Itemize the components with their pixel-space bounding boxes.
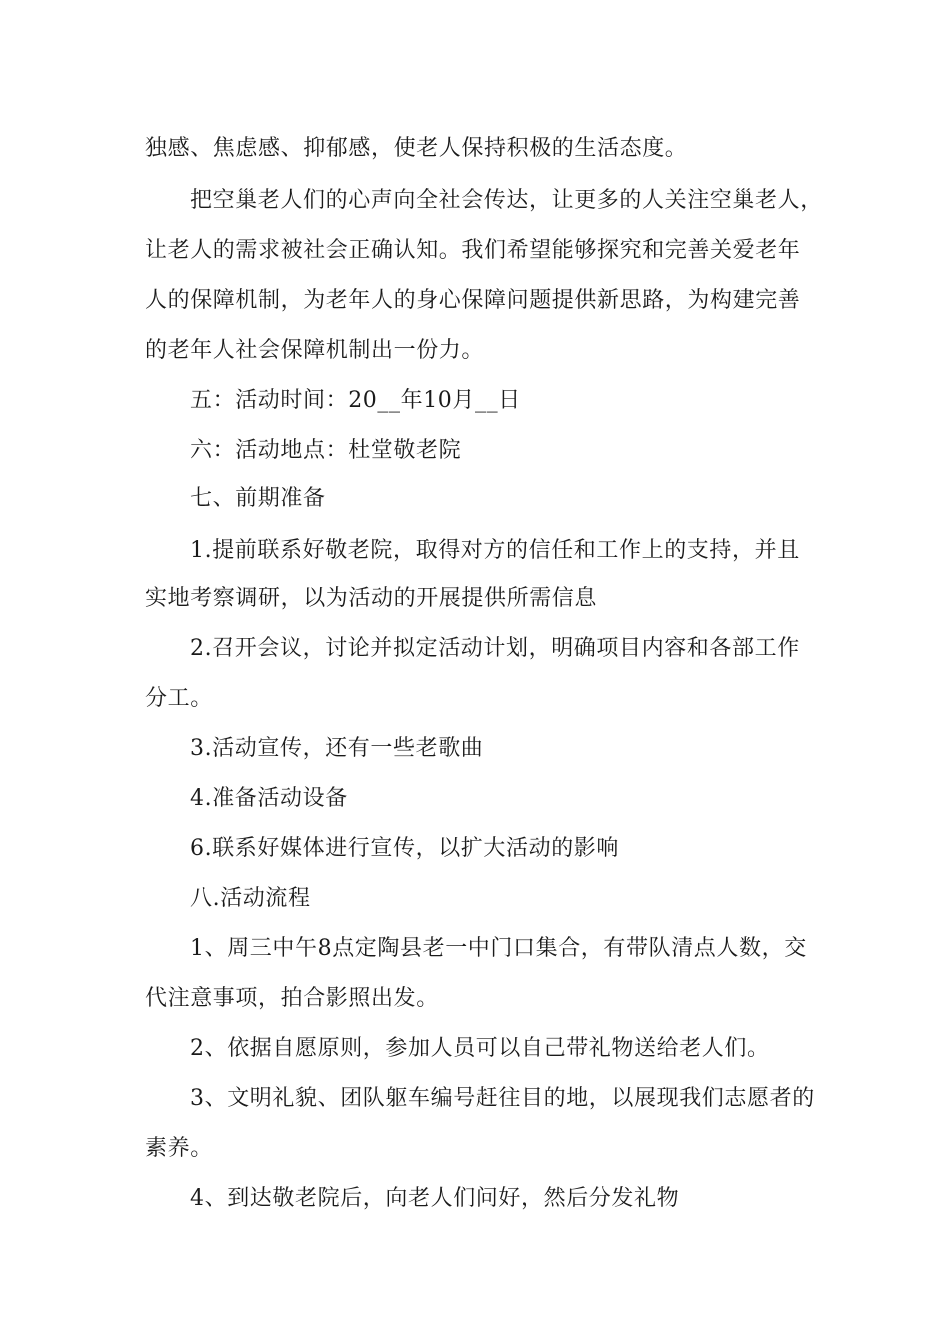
prep-item-4: 4.准备活动设备 xyxy=(190,786,348,811)
prep-item-2-line-2: 分工。 xyxy=(145,686,213,711)
text-line-1: 独感、焦虑感、抑郁感，使老人保持积极的生活态度。 xyxy=(145,136,688,161)
prep-item-1-line-2: 实地考察调研，以为活动的开展提供所需信息 xyxy=(145,586,598,611)
process-item-3-line-1: 3、文明礼貌、团队躯车编号赶往目的地，以展现我们志愿者的 xyxy=(190,1086,815,1111)
prep-item-2-line-1: 2.召开会议，讨论并拟定活动计划，明确项目内容和各部工作 xyxy=(190,636,800,661)
text-line-3: 让老人的需求被社会正确认知。我们希望能够探究和完善关爱老年 xyxy=(145,238,801,263)
text-line-2: 把空巢老人们的心声向全社会传达，让更多的人关注空巢老人， xyxy=(190,188,823,213)
activity-time: 五：活动时间：20__年10月__日 xyxy=(190,388,521,413)
activity-location: 六：活动地点：杜堂敬老院 xyxy=(190,438,462,463)
prep-item-3: 3.活动宣传，还有一些老歌曲 xyxy=(190,736,484,761)
text-line-5: 的老年人社会保障机制出一份力。 xyxy=(145,338,485,363)
process-item-4: 4、到达敬老院后，向老人们问好，然后分发礼物 xyxy=(190,1186,680,1211)
process-item-1-line-2: 代注意事项，拍合影照出发。 xyxy=(145,986,439,1011)
text-line-4: 人的保障机制，为老年人的身心保障问题提供新思路，为构建完善 xyxy=(145,288,801,313)
section-heading-preparation: 七、前期准备 xyxy=(190,486,326,511)
prep-item-1-line-1: 1.提前联系好敬老院，取得对方的信任和工作上的支持，并且 xyxy=(190,538,800,563)
section-heading-process: 八.活动流程 xyxy=(190,886,311,911)
prep-item-6: 6.联系好媒体进行宣传，以扩大活动的影响 xyxy=(190,836,619,861)
process-item-3-line-2: 素养。 xyxy=(145,1136,213,1161)
process-item-1-line-1: 1、周三中午8点定陶县老一中门口集合，有带队清点人数，交 xyxy=(190,936,807,961)
process-item-2: 2、依据自愿原则，参加人员可以自己带礼物送给老人们。 xyxy=(190,1036,770,1061)
